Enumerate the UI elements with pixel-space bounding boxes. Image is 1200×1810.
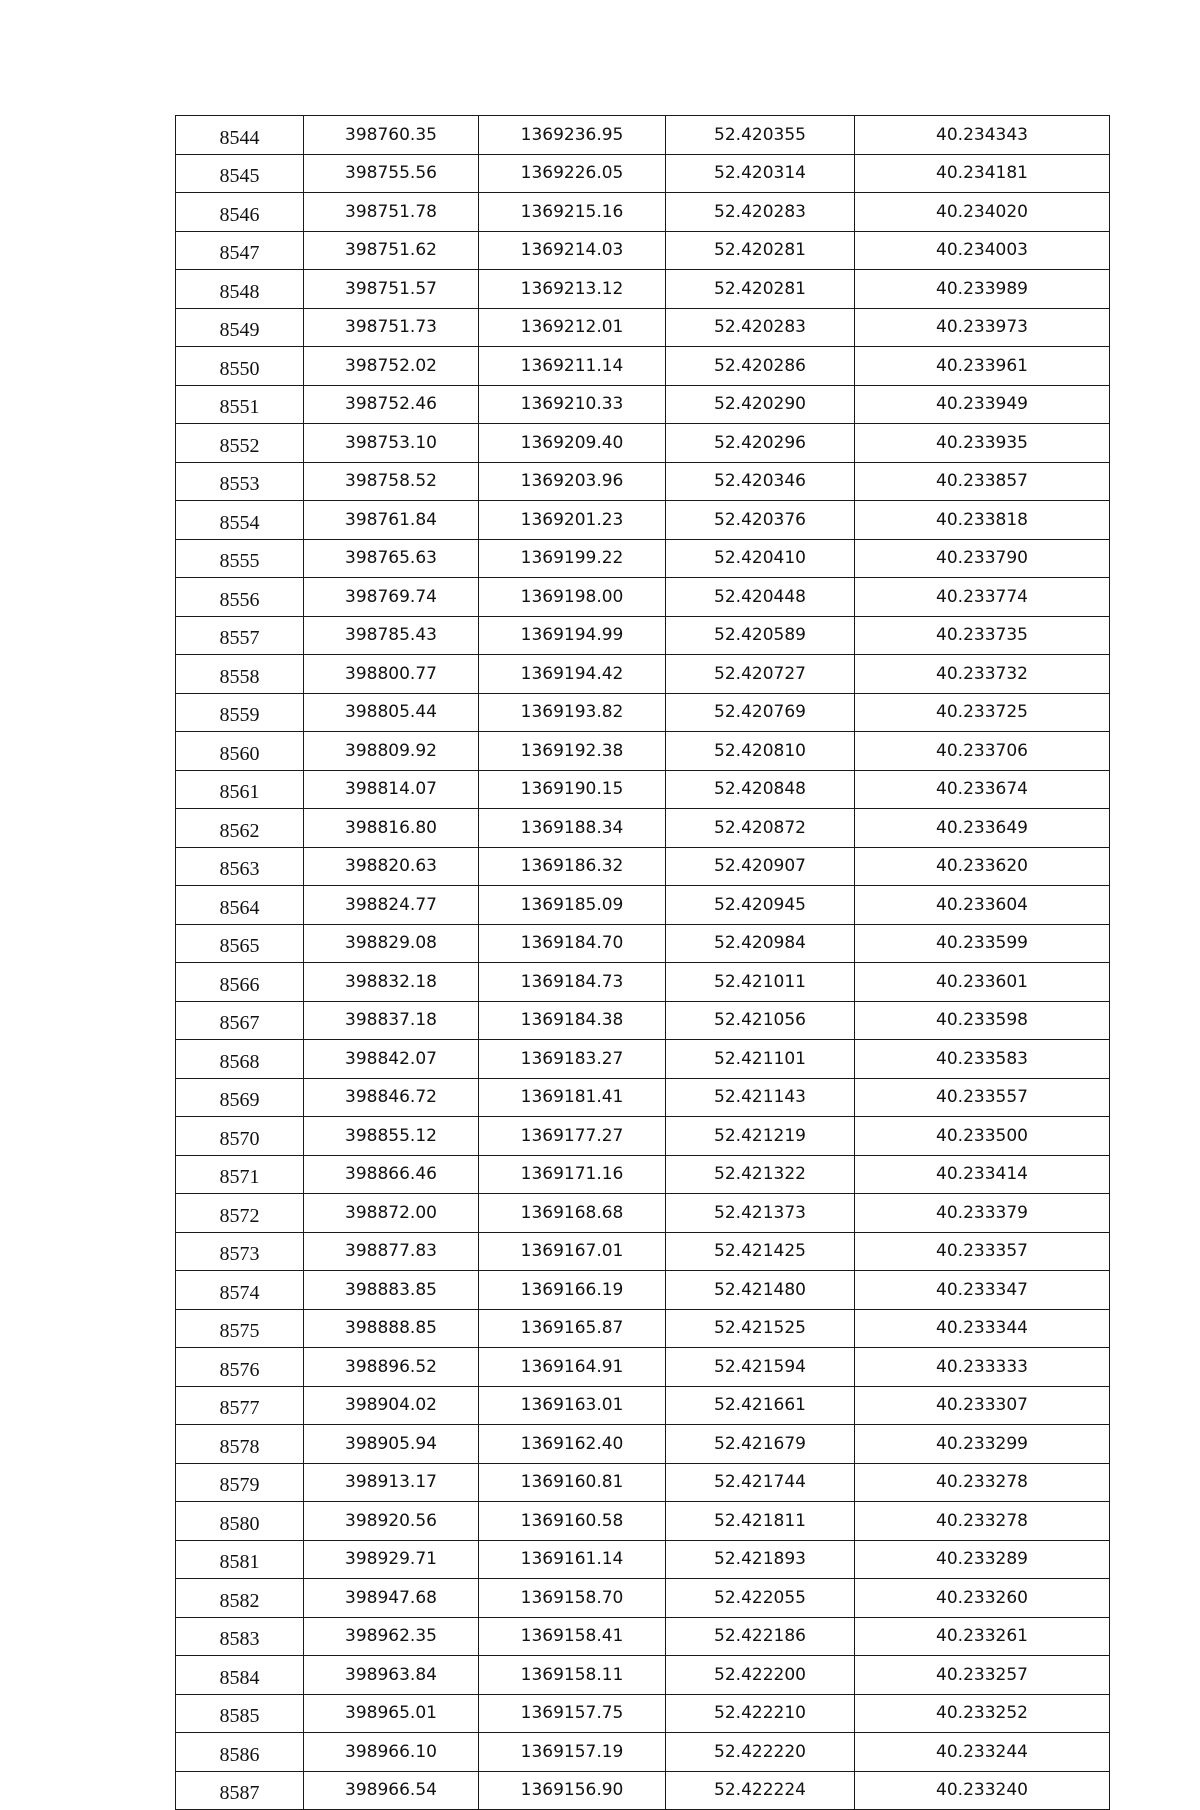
longitude-cell: 40.233244 [855,1733,1110,1772]
longitude-cell: 40.233857 [855,462,1110,501]
table-row [176,809,1110,848]
point-number-cell: 8565 [176,924,304,963]
longitude-cell: 40.234181 [855,154,1110,193]
latitude-cell: 52.420769 [666,693,855,732]
point-number-cell: 8559 [176,693,304,732]
latitude-cell: 52.421661 [666,1386,855,1425]
latitude-cell: 52.420296 [666,424,855,463]
latitude-cell: 52.420283 [666,193,855,232]
longitude-cell: 40.233935 [855,424,1110,463]
point-number-cell: 8572 [176,1194,304,1233]
latitude-cell: 52.420283 [666,308,855,347]
x-coordinate-cell: 398765.63 [304,539,479,578]
longitude-cell: 40.233599 [855,924,1110,963]
point-number-cell: 8574 [176,1271,304,1310]
y-coordinate-cell: 1369201.23 [479,501,666,540]
table-row [176,385,1110,424]
point-number-cell: 8560 [176,732,304,771]
longitude-cell: 40.233500 [855,1117,1110,1156]
x-coordinate-cell: 398816.80 [304,809,479,848]
x-coordinate-cell: 398820.63 [304,847,479,886]
x-coordinate-cell: 398965.01 [304,1694,479,1733]
latitude-cell: 52.420810 [666,732,855,771]
x-coordinate-cell: 398872.00 [304,1194,479,1233]
y-coordinate-cell: 1369188.34 [479,809,666,848]
y-coordinate-cell: 1369198.00 [479,578,666,617]
x-coordinate-cell: 398905.94 [304,1425,479,1464]
point-number-cell: 8579 [176,1463,304,1502]
point-number-cell: 8558 [176,655,304,694]
x-coordinate-cell: 398866.46 [304,1155,479,1194]
point-number-cell: 8567 [176,1001,304,1040]
table-row [176,1617,1110,1656]
point-number-cell: 8584 [176,1656,304,1695]
longitude-cell: 40.233989 [855,270,1110,309]
longitude-cell: 40.233604 [855,886,1110,925]
point-number-cell: 8556 [176,578,304,617]
latitude-cell: 52.422200 [666,1656,855,1695]
y-coordinate-cell: 1369203.96 [479,462,666,501]
x-coordinate-cell: 398809.92 [304,732,479,771]
table-row [176,886,1110,925]
latitude-cell: 52.420872 [666,809,855,848]
x-coordinate-cell: 398896.52 [304,1348,479,1387]
longitude-cell: 40.233949 [855,385,1110,424]
point-number-cell: 8577 [176,1386,304,1425]
longitude-cell: 40.233725 [855,693,1110,732]
point-number-cell: 8585 [176,1694,304,1733]
latitude-cell: 52.422055 [666,1579,855,1618]
table-row [176,424,1110,463]
latitude-cell: 52.420984 [666,924,855,963]
y-coordinate-cell: 1369160.58 [479,1502,666,1541]
x-coordinate-cell: 398904.02 [304,1386,479,1425]
table-row [176,616,1110,655]
longitude-cell: 40.233289 [855,1540,1110,1579]
latitude-cell: 52.420727 [666,655,855,694]
x-coordinate-cell: 398752.46 [304,385,479,424]
y-coordinate-cell: 1369167.01 [479,1232,666,1271]
point-number-cell: 8576 [176,1348,304,1387]
latitude-cell: 52.421525 [666,1309,855,1348]
y-coordinate-cell: 1369193.82 [479,693,666,732]
y-coordinate-cell: 1369209.40 [479,424,666,463]
x-coordinate-cell: 398966.10 [304,1733,479,1772]
y-coordinate-cell: 1369236.95 [479,116,666,155]
point-number-cell: 8557 [176,616,304,655]
y-coordinate-cell: 1369184.73 [479,963,666,1002]
longitude-cell: 40.233414 [855,1155,1110,1194]
longitude-cell: 40.233379 [855,1194,1110,1233]
x-coordinate-cell: 398966.54 [304,1771,479,1810]
longitude-cell: 40.233307 [855,1386,1110,1425]
table-row [176,501,1110,540]
longitude-cell: 40.233583 [855,1040,1110,1079]
y-coordinate-cell: 1369166.19 [479,1271,666,1310]
table-row [176,1040,1110,1079]
y-coordinate-cell: 1369158.41 [479,1617,666,1656]
latitude-cell: 52.421480 [666,1271,855,1310]
table-row [176,1733,1110,1772]
longitude-cell: 40.233278 [855,1502,1110,1541]
table-row [176,154,1110,193]
coordinates-table [175,115,1110,1810]
table-row [176,231,1110,270]
longitude-cell: 40.233732 [855,655,1110,694]
y-coordinate-cell: 1369171.16 [479,1155,666,1194]
x-coordinate-cell: 398824.77 [304,886,479,925]
x-coordinate-cell: 398752.02 [304,347,479,386]
point-number-cell: 8544 [176,116,304,155]
x-coordinate-cell: 398962.35 [304,1617,479,1656]
longitude-cell: 40.233333 [855,1348,1110,1387]
y-coordinate-cell: 1369165.87 [479,1309,666,1348]
table-row [176,693,1110,732]
point-number-cell: 8580 [176,1502,304,1541]
latitude-cell: 52.420945 [666,886,855,925]
latitude-cell: 52.421011 [666,963,855,1002]
x-coordinate-cell: 398877.83 [304,1232,479,1271]
point-number-cell: 8578 [176,1425,304,1464]
y-coordinate-cell: 1369158.70 [479,1579,666,1618]
table-row [176,1694,1110,1733]
x-coordinate-cell: 398785.43 [304,616,479,655]
longitude-cell: 40.233252 [855,1694,1110,1733]
longitude-cell: 40.233257 [855,1656,1110,1695]
table-row [176,1232,1110,1271]
latitude-cell: 52.420355 [666,116,855,155]
point-number-cell: 8570 [176,1117,304,1156]
table-row [176,116,1110,155]
point-number-cell: 8569 [176,1078,304,1117]
point-number-cell: 8586 [176,1733,304,1772]
latitude-cell: 52.421744 [666,1463,855,1502]
table-row [176,770,1110,809]
y-coordinate-cell: 1369215.16 [479,193,666,232]
point-number-cell: 8547 [176,231,304,270]
table-row [176,1348,1110,1387]
x-coordinate-cell: 398829.08 [304,924,479,963]
latitude-cell: 52.420281 [666,270,855,309]
table-row [176,847,1110,886]
y-coordinate-cell: 1369192.38 [479,732,666,771]
latitude-cell: 52.421594 [666,1348,855,1387]
latitude-cell: 52.421373 [666,1194,855,1233]
x-coordinate-cell: 398963.84 [304,1656,479,1695]
longitude-cell: 40.233706 [855,732,1110,771]
y-coordinate-cell: 1369183.27 [479,1040,666,1079]
x-coordinate-cell: 398751.73 [304,308,479,347]
longitude-cell: 40.234020 [855,193,1110,232]
x-coordinate-cell: 398751.62 [304,231,479,270]
longitude-cell: 40.233278 [855,1463,1110,1502]
x-coordinate-cell: 398832.18 [304,963,479,1002]
y-coordinate-cell: 1369177.27 [479,1117,666,1156]
x-coordinate-cell: 398846.72 [304,1078,479,1117]
latitude-cell: 52.420286 [666,347,855,386]
longitude-cell: 40.233961 [855,347,1110,386]
y-coordinate-cell: 1369164.91 [479,1348,666,1387]
y-coordinate-cell: 1369186.32 [479,847,666,886]
table-row [176,1579,1110,1618]
latitude-cell: 52.420589 [666,616,855,655]
longitude-cell: 40.233774 [855,578,1110,617]
y-coordinate-cell: 1369213.12 [479,270,666,309]
x-coordinate-cell: 398758.52 [304,462,479,501]
table-row [176,308,1110,347]
y-coordinate-cell: 1369190.15 [479,770,666,809]
point-number-cell: 8564 [176,886,304,925]
latitude-cell: 52.420410 [666,539,855,578]
point-number-cell: 8546 [176,193,304,232]
y-coordinate-cell: 1369184.70 [479,924,666,963]
latitude-cell: 52.422210 [666,1694,855,1733]
point-number-cell: 8582 [176,1579,304,1618]
y-coordinate-cell: 1369161.14 [479,1540,666,1579]
x-coordinate-cell: 398753.10 [304,424,479,463]
latitude-cell: 52.422186 [666,1617,855,1656]
x-coordinate-cell: 398947.68 [304,1579,479,1618]
latitude-cell: 52.420376 [666,501,855,540]
longitude-cell: 40.233735 [855,616,1110,655]
latitude-cell: 52.421811 [666,1502,855,1541]
latitude-cell: 52.421056 [666,1001,855,1040]
y-coordinate-cell: 1369156.90 [479,1771,666,1810]
longitude-cell: 40.234003 [855,231,1110,270]
table-row [176,1656,1110,1695]
x-coordinate-cell: 398842.07 [304,1040,479,1079]
longitude-cell: 40.233601 [855,963,1110,1002]
point-number-cell: 8563 [176,847,304,886]
latitude-cell: 52.421322 [666,1155,855,1194]
latitude-cell: 52.420290 [666,385,855,424]
latitude-cell: 52.420314 [666,154,855,193]
table-row [176,1117,1110,1156]
x-coordinate-cell: 398761.84 [304,501,479,540]
point-number-cell: 8568 [176,1040,304,1079]
point-number-cell: 8551 [176,385,304,424]
longitude-cell: 40.233818 [855,501,1110,540]
point-number-cell: 8575 [176,1309,304,1348]
latitude-cell: 52.421219 [666,1117,855,1156]
latitude-cell: 52.421143 [666,1078,855,1117]
table-row [176,963,1110,1002]
longitude-cell: 40.233260 [855,1579,1110,1618]
y-coordinate-cell: 1369162.40 [479,1425,666,1464]
table-row [176,1194,1110,1233]
latitude-cell: 52.420346 [666,462,855,501]
y-coordinate-cell: 1369185.09 [479,886,666,925]
y-coordinate-cell: 1369184.38 [479,1001,666,1040]
longitude-cell: 40.233790 [855,539,1110,578]
table-row [176,1540,1110,1579]
x-coordinate-cell: 398855.12 [304,1117,479,1156]
longitude-cell: 40.233261 [855,1617,1110,1656]
table-row [176,1155,1110,1194]
table-row [176,347,1110,386]
longitude-cell: 40.233973 [855,308,1110,347]
point-number-cell: 8581 [176,1540,304,1579]
latitude-cell: 52.421679 [666,1425,855,1464]
x-coordinate-cell: 398814.07 [304,770,479,809]
longitude-cell: 40.233674 [855,770,1110,809]
point-number-cell: 8552 [176,424,304,463]
coordinates-table-body [176,116,1110,1810]
longitude-cell: 40.234343 [855,116,1110,155]
point-number-cell: 8561 [176,770,304,809]
x-coordinate-cell: 398837.18 [304,1001,479,1040]
longitude-cell: 40.233649 [855,809,1110,848]
point-number-cell: 8549 [176,308,304,347]
x-coordinate-cell: 398883.85 [304,1271,479,1310]
longitude-cell: 40.233299 [855,1425,1110,1464]
y-coordinate-cell: 1369158.11 [479,1656,666,1695]
table-row [176,1078,1110,1117]
y-coordinate-cell: 1369157.19 [479,1733,666,1772]
point-number-cell: 8562 [176,809,304,848]
point-number-cell: 8583 [176,1617,304,1656]
point-number-cell: 8545 [176,154,304,193]
point-number-cell: 8587 [176,1771,304,1810]
table-row [176,578,1110,617]
longitude-cell: 40.233620 [855,847,1110,886]
latitude-cell: 52.421893 [666,1540,855,1579]
latitude-cell: 52.422220 [666,1733,855,1772]
y-coordinate-cell: 1369214.03 [479,231,666,270]
table-row [176,1463,1110,1502]
point-number-cell: 8573 [176,1232,304,1271]
longitude-cell: 40.233347 [855,1271,1110,1310]
x-coordinate-cell: 398755.56 [304,154,479,193]
longitude-cell: 40.233240 [855,1771,1110,1810]
x-coordinate-cell: 398769.74 [304,578,479,617]
y-coordinate-cell: 1369226.05 [479,154,666,193]
point-number-cell: 8554 [176,501,304,540]
x-coordinate-cell: 398760.35 [304,116,479,155]
table-row [176,1001,1110,1040]
y-coordinate-cell: 1369163.01 [479,1386,666,1425]
table-row [176,1771,1110,1810]
latitude-cell: 52.420281 [666,231,855,270]
y-coordinate-cell: 1369168.68 [479,1194,666,1233]
point-number-cell: 8566 [176,963,304,1002]
point-number-cell: 8553 [176,462,304,501]
latitude-cell: 52.420848 [666,770,855,809]
table-row [176,732,1110,771]
y-coordinate-cell: 1369160.81 [479,1463,666,1502]
y-coordinate-cell: 1369199.22 [479,539,666,578]
point-number-cell: 8548 [176,270,304,309]
table-row [176,193,1110,232]
table-row [176,655,1110,694]
latitude-cell: 52.421425 [666,1232,855,1271]
y-coordinate-cell: 1369210.33 [479,385,666,424]
x-coordinate-cell: 398751.57 [304,270,479,309]
y-coordinate-cell: 1369181.41 [479,1078,666,1117]
x-coordinate-cell: 398888.85 [304,1309,479,1348]
latitude-cell: 52.420907 [666,847,855,886]
table-row [176,1271,1110,1310]
x-coordinate-cell: 398805.44 [304,693,479,732]
table-row [176,924,1110,963]
longitude-cell: 40.233557 [855,1078,1110,1117]
table-row [176,462,1110,501]
x-coordinate-cell: 398800.77 [304,655,479,694]
y-coordinate-cell: 1369212.01 [479,308,666,347]
table-row [176,1425,1110,1464]
latitude-cell: 52.422224 [666,1771,855,1810]
table-row [176,539,1110,578]
point-number-cell: 8555 [176,539,304,578]
latitude-cell: 52.421101 [666,1040,855,1079]
point-number-cell: 8571 [176,1155,304,1194]
y-coordinate-cell: 1369194.42 [479,655,666,694]
table-row [176,270,1110,309]
point-number-cell: 8550 [176,347,304,386]
longitude-cell: 40.233598 [855,1001,1110,1040]
x-coordinate-cell: 398920.56 [304,1502,479,1541]
table-row [176,1386,1110,1425]
longitude-cell: 40.233344 [855,1309,1110,1348]
x-coordinate-cell: 398929.71 [304,1540,479,1579]
table-row [176,1502,1110,1541]
y-coordinate-cell: 1369194.99 [479,616,666,655]
y-coordinate-cell: 1369157.75 [479,1694,666,1733]
latitude-cell: 52.420448 [666,578,855,617]
longitude-cell: 40.233357 [855,1232,1110,1271]
x-coordinate-cell: 398913.17 [304,1463,479,1502]
table-row [176,1309,1110,1348]
y-coordinate-cell: 1369211.14 [479,347,666,386]
x-coordinate-cell: 398751.78 [304,193,479,232]
